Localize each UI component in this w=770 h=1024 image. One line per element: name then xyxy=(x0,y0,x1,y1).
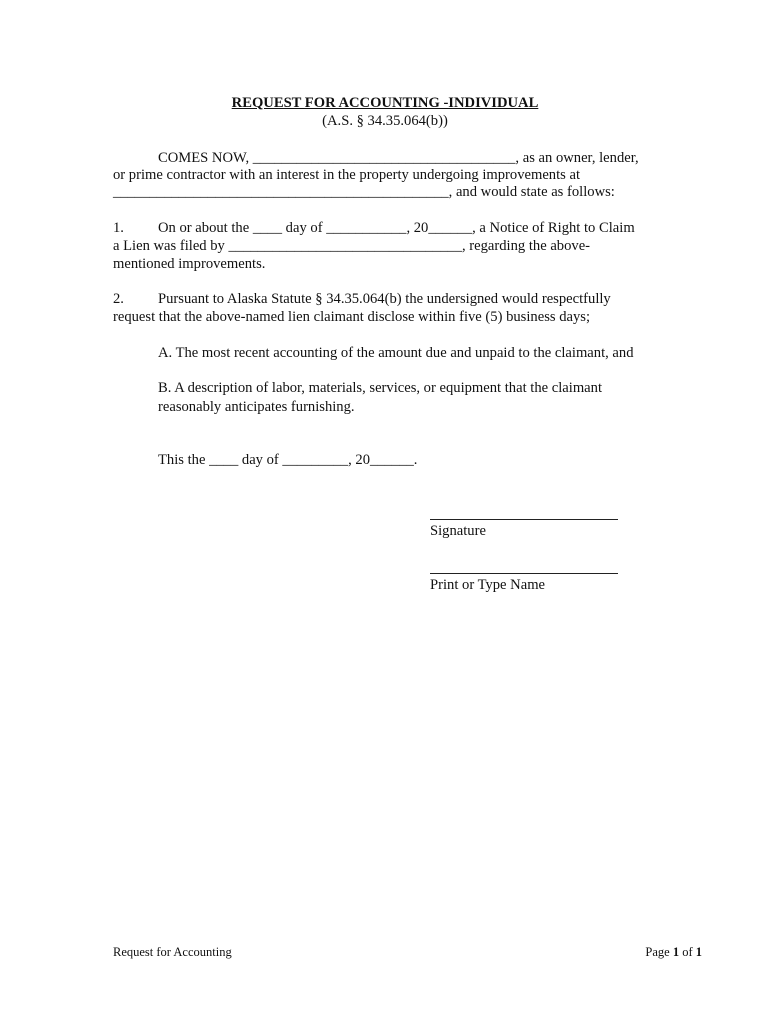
signature-rule xyxy=(430,519,618,520)
page-prefix: Page xyxy=(645,945,673,959)
page-current: 1 xyxy=(672,945,680,959)
para2-line-1: Pursuant to Alaska Statute § 34.35.064(b) the undersigned would respectfully xyxy=(158,291,611,307)
signature-label: Signature xyxy=(430,523,486,539)
intro-line-2: or prime contractor with an interest in the property undergoing improvements at xyxy=(113,167,581,183)
para2-number: 2. xyxy=(113,291,124,307)
document-title: REQUEST FOR ACCOUNTING -INDIVIDUAL xyxy=(231,95,539,111)
page-of: of xyxy=(679,945,696,959)
footer-document-name: Request for Accounting xyxy=(113,945,232,959)
statute-citation: (A.S. § 34.35.064(b)) xyxy=(322,113,448,129)
para1-line-2: a Lien was filed by ________________________________, regarding the above- xyxy=(113,238,591,254)
footer-page-number xyxy=(645,944,702,960)
item-b-line-2: reasonably anticipates furnishing. xyxy=(158,399,355,415)
para2-line-2: request that the above-named lien claimant disclose within five (5) business days; xyxy=(113,309,591,325)
item-a-text: A. The most recent accounting of the amount due and unpaid to the claimant, and xyxy=(158,345,634,361)
para1-line-3: mentioned improvements. xyxy=(113,256,266,272)
para1-number: 1. xyxy=(113,220,124,236)
name-rule xyxy=(430,573,618,574)
para1-line-1: On or about the ____ day of ___________, 20______, a Notice of Right to Claim xyxy=(158,220,635,236)
item-b-line-1: B. A description of labor, materials, services, or equipment that the claimant xyxy=(158,380,602,396)
intro-line-1: COMES NOW, ____________________________________, as an owner, lender, xyxy=(158,150,639,166)
page-total: 1 xyxy=(695,945,702,959)
print-name-label: Print or Type Name xyxy=(430,577,546,593)
intro-line-3: ______________________________________________, and would state as follows: xyxy=(113,184,615,200)
dated-line: This the ____ day of _________, 20______. xyxy=(158,452,418,468)
